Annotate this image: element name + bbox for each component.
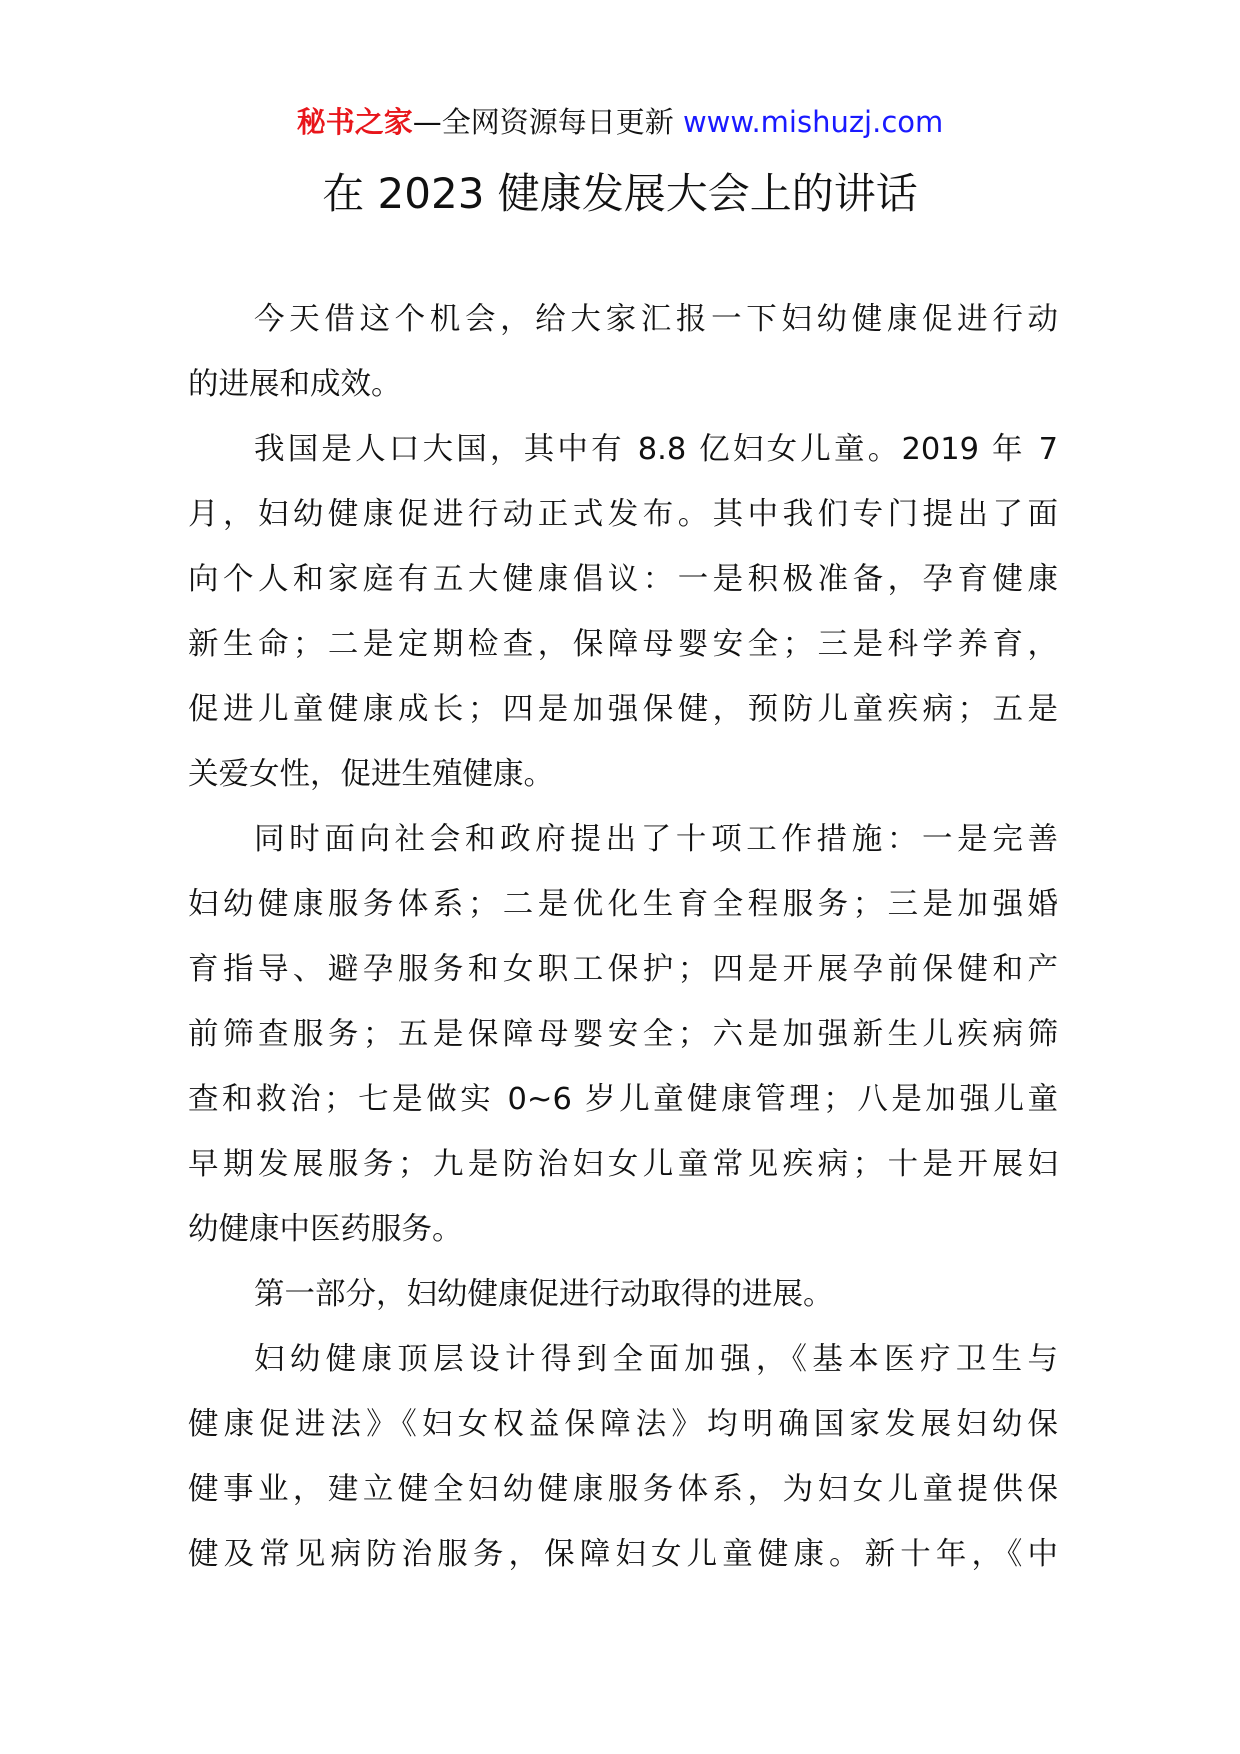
body-text-line: 健事业，建立健全妇幼健康服务体系，为妇女儿童提供保 — [188, 1472, 1058, 1507]
body-text-line: 向个人和家庭有五大健康倡议：一是积极准备，孕育健康 — [188, 562, 1058, 597]
body-text-line: 健康促进法》《妇女权益保障法》均明确国家发展妇幼保 — [188, 1407, 1058, 1442]
body-text-line: 促进儿童健康成长；四是加强保健，预防儿童疾病；五是 — [188, 692, 1058, 727]
document-body — [188, 287, 1058, 1587]
body-text-line: 育指导、避孕服务和女职工保护；四是开展孕前保健和产 — [188, 952, 1058, 987]
body-text-line: 健及常见病防治服务，保障妇女儿童健康。新十年，《中 — [188, 1537, 1058, 1572]
body-text-line: 妇幼健康顶层设计得到全面加强，《基本医疗卫生与 — [254, 1342, 1058, 1377]
site-tagline: —全网资源每日更新 — [412, 105, 683, 139]
site-header — [0, 100, 1240, 144]
body-text-line: 查和救治；七是做实 0~6 岁儿童健康管理；八是加强儿童 — [188, 1082, 1058, 1117]
body-text-line: 第一部分，妇幼健康促进行动取得的进展。 — [254, 1277, 834, 1312]
site-url: www.mishuzj.com — [682, 105, 944, 139]
body-text-line: 的进展和成效。 — [188, 367, 402, 402]
site-brand: 秘书之家 — [296, 105, 413, 139]
body-text-line: 同时面向社会和政府提出了十项工作措施：一是完善 — [254, 822, 1058, 857]
body-text-line: 前筛查服务；五是保障母婴安全；六是加强新生儿疾病筛 — [188, 1017, 1058, 1052]
body-text-line: 新生命；二是定期检查，保障母婴安全；三是科学养育， — [188, 627, 1058, 662]
body-text-line: 今天借这个机会，给大家汇报一下妇幼健康促进行动 — [254, 302, 1058, 337]
body-text-line: 妇幼健康服务体系；二是优化生育全程服务；三是加强婚 — [188, 887, 1058, 922]
body-text-line: 关爱女性，促进生殖健康。 — [188, 757, 554, 792]
document-title: 在 2023 健康发展大会上的讲话 — [322, 169, 918, 218]
body-text-line: 早期发展服务；九是防治妇女儿童常见疾病；十是开展妇 — [188, 1147, 1058, 1182]
body-text-line: 我国是人口大国，其中有 8.8 亿妇女儿童。2019 年 7 — [254, 432, 1058, 467]
body-text-line: 幼健康中医药服务。 — [188, 1212, 463, 1247]
body-text-line: 月，妇幼健康促进行动正式发布。其中我们专门提出了面 — [188, 497, 1058, 532]
